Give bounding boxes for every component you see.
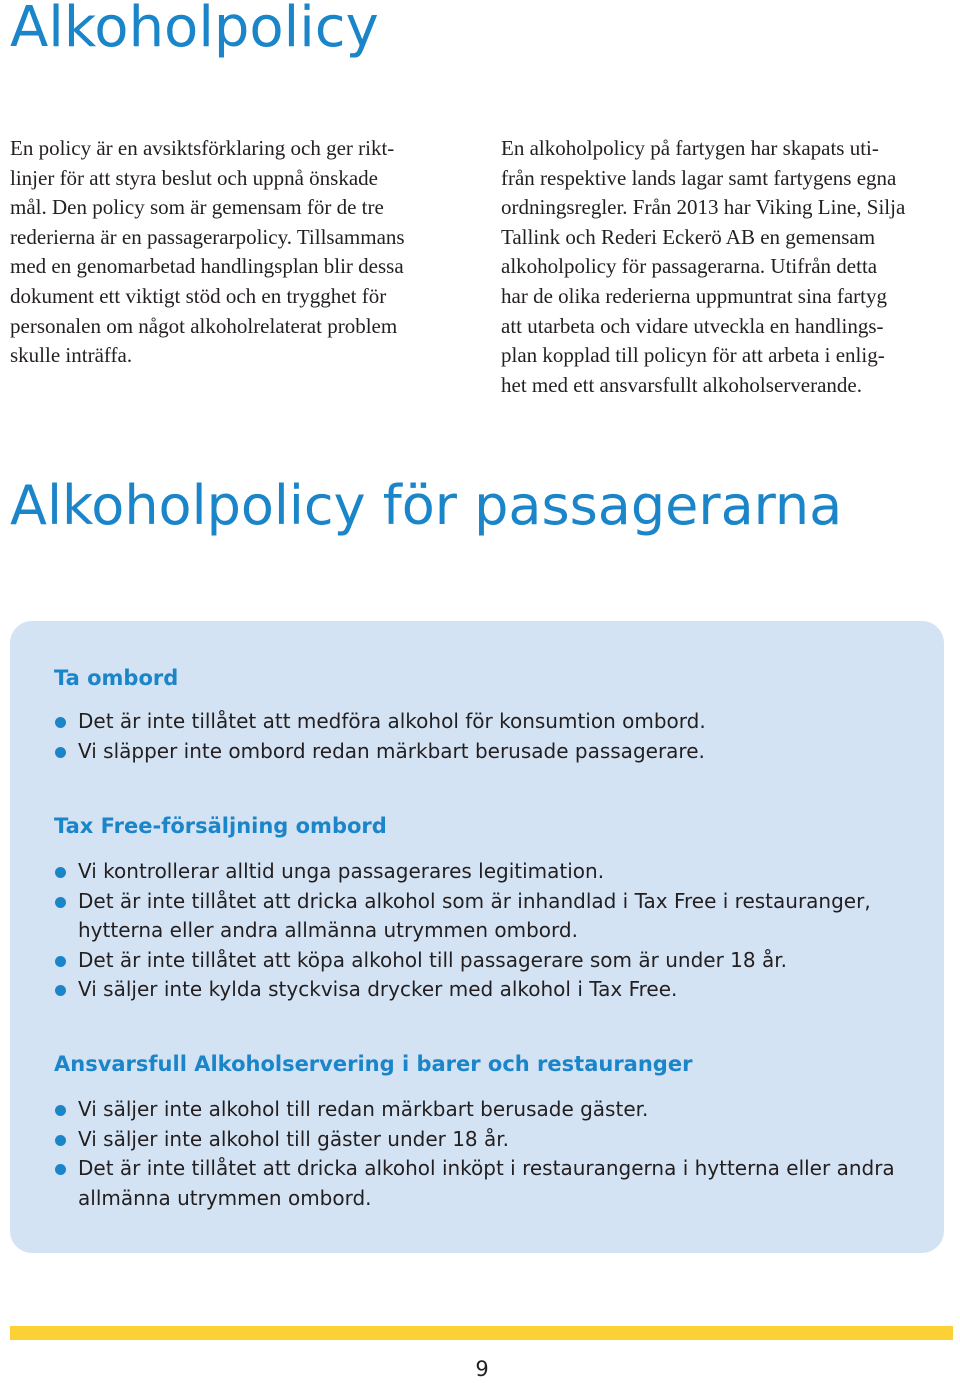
bullet-dot-icon [55,985,66,996]
text-line: plan kopplad till policyn för att arbeta i enlig- [501,343,885,368]
bullet-dot-icon [55,1135,66,1146]
list-item-text: hytterna eller andra allmänna utrymmen ombord. [78,918,578,942]
bullet-dot-icon [55,867,66,878]
list-item [54,887,924,946]
list-item [54,1125,924,1155]
bullet-list [54,707,924,766]
list-item-text: Det är inte tillåtet att medföra alkohol för konsumtion ombord. [78,709,706,733]
text-line: skulle inträffa. [10,343,133,368]
policy-box [10,621,944,1253]
list-item-text: Det är inte tillåtet att köpa alkohol till passagerare som är under 18 år. [78,947,787,972]
text-line: mål. Den policy som är gemensam för de tre [10,195,384,220]
policy-group-ta-ombord [54,663,924,766]
list-item [54,857,924,887]
bullet-dot-icon [55,897,66,908]
list-item-text: Vi säljer inte kylda styckvisa drycker med alkohol i Tax Free. [78,977,678,1001]
section-title: Alkoholpolicy för passagerarna [10,474,843,537]
intro-left-paragraph [10,134,480,371]
group-heading: Tax Free-försäljning ombord [54,814,387,838]
list-item-text: Vi säljer inte alkohol till gäster under 18 år. [78,1126,510,1151]
bullet-dot-icon [55,1105,66,1116]
list-item [54,1095,924,1125]
text-line: har de olika rederierna uppmuntrat sina fartyg [501,283,888,308]
list-item [54,946,924,976]
group-heading: Ansvarsfull Alkoholservering i barer och restauranger [54,1052,693,1076]
list-item [54,707,924,737]
list-item-text: Det är inte tillåtet att dricka alkohol som är inhandlad i Tax Free i restauranger, [78,888,871,913]
text-line: från respektive lands lagar samt fartygens egna [501,165,897,190]
bullet-dot-icon [55,956,66,967]
list-item [54,1154,924,1213]
text-line: En policy är en avsiktsförklaring och ger rikt- [10,136,395,160]
bullet-list [54,1095,924,1213]
text-line: alkoholpolicy för passagerarna. Utifrån detta [501,254,878,279]
list-item-text: Vi kontrollerar alltid unga passagerares legitimation. [78,859,605,883]
intro-right-paragraph [501,134,956,400]
list-item-text: Det är inte tillåtet att dricka alkohol inköpt i restaurangerna i hytterna eller andra [78,1156,895,1180]
text-line: linjer för att styra beslut och uppnå önskade [10,165,378,190]
text-line: att utarbeta och vidare utveckla en handlings- [501,313,884,338]
list-item [54,737,924,767]
footer-bar [10,1326,953,1340]
text-line: med en genomarbetad handlingsplan blir dessa [10,254,404,279]
list-item-text: allmänna utrymmen ombord. [78,1185,372,1210]
list-item-text: Vi säljer inte alkohol till redan märkbart berusade gäster. [78,1097,649,1121]
policy-group-ansvarsfull-servering [54,1049,924,1213]
bullet-dot-icon [55,1164,66,1175]
list-item-text: Vi släpper inte ombord redan märkbart berusade passagerare. [78,738,705,763]
page-title: Alkoholpolicy [10,0,379,60]
text-line: personalen om något alkoholrelaterat problem [10,313,398,338]
page-number: 9 [475,1357,489,1381]
text-line: Tallink och Rederi Eckerö AB en gemensam [501,224,876,249]
text-line: het med ett ansvarsfullt alkoholserverande. [501,372,862,397]
policy-group-tax-free [54,811,924,1005]
text-line: dokument ett viktigt stöd och en trygghet för [10,283,387,308]
text-line: En alkoholpolicy på fartygen har skapats uti- [501,136,879,160]
text-line: rederierna är en passagerarpolicy. Tillsammans [10,224,405,249]
list-item [54,975,924,1005]
bullet-dot-icon [55,747,66,758]
bullet-list [54,857,924,1005]
bullet-dot-icon [55,717,66,728]
group-heading: Ta ombord [54,666,179,690]
text-line: ordningsregler. Från 2013 har Viking Line, Silja [501,195,906,220]
